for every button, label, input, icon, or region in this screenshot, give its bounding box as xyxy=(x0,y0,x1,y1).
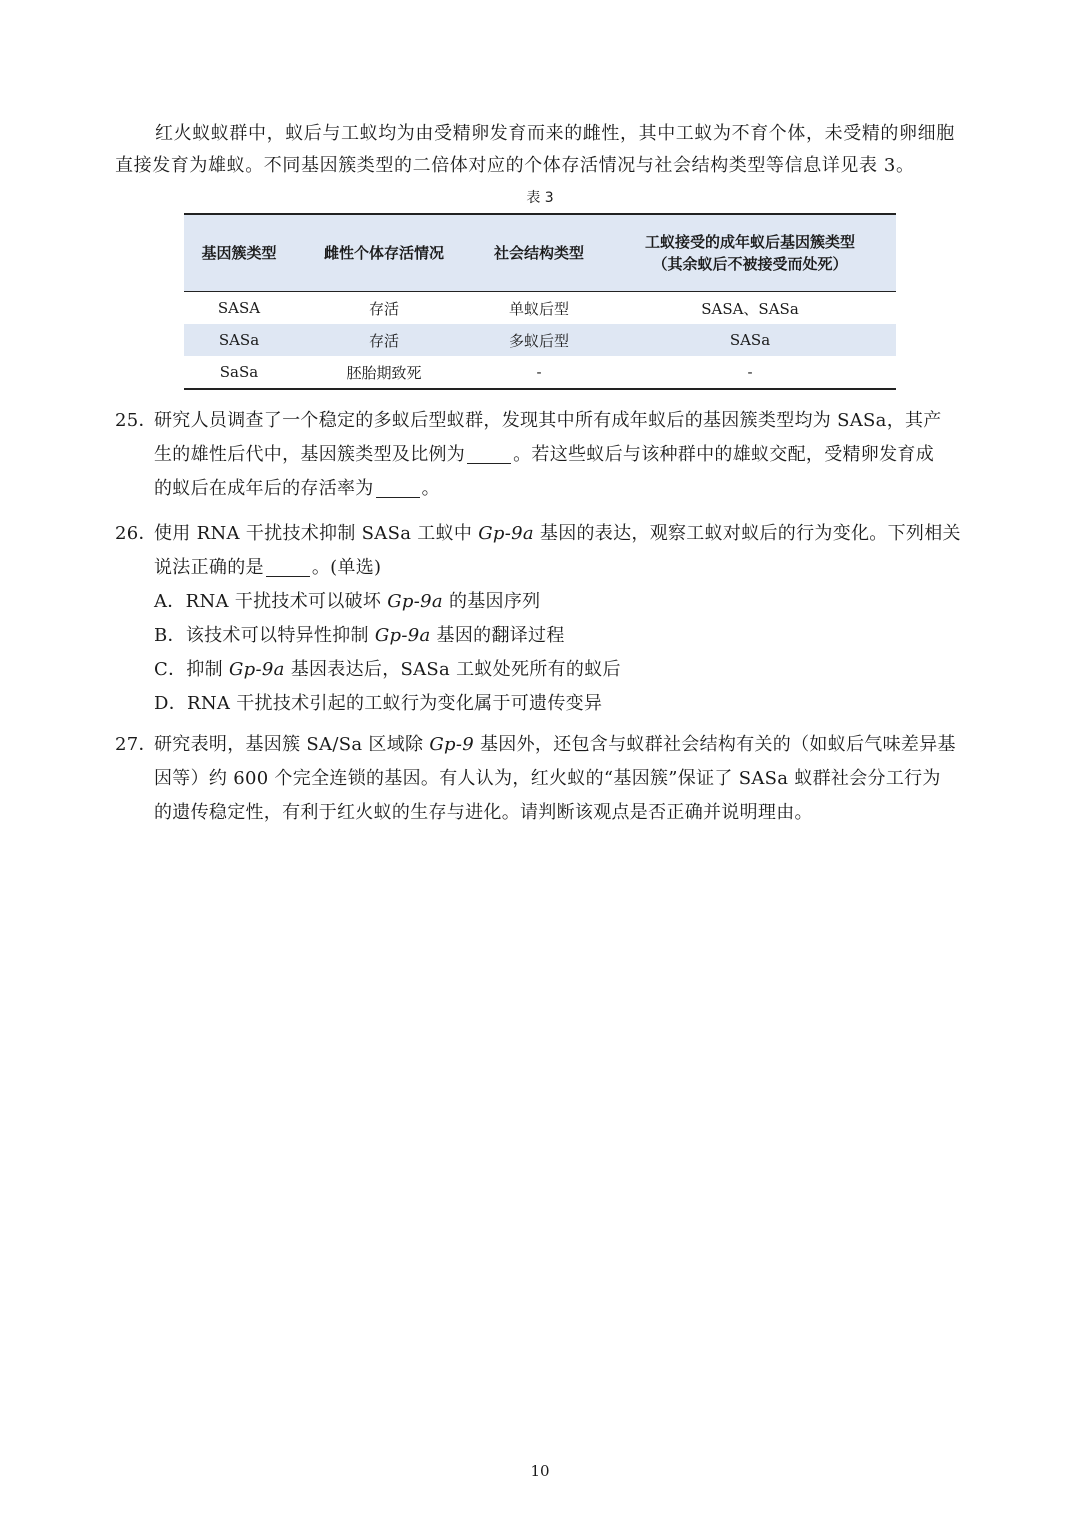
gene-name: Gp-9a xyxy=(374,625,431,646)
question-number: 27． xyxy=(115,734,157,755)
table-row xyxy=(184,356,896,389)
q25-line-2 xyxy=(115,438,973,472)
table-cell: SASA、SASa xyxy=(701,299,799,318)
option-a[interactable] xyxy=(115,585,973,619)
table-cell: SASA xyxy=(217,299,261,317)
option-c-text: C．抑制 xyxy=(154,659,229,680)
table-cell: SASa xyxy=(184,324,294,356)
q27-line-1 xyxy=(115,728,973,762)
table-row xyxy=(184,292,896,325)
table-cell: - xyxy=(747,363,753,381)
header-accepted-queen-type-line1: 工蚁接受的成年蚁后基因簇类型 xyxy=(644,233,855,251)
intro-paragraph xyxy=(115,118,967,182)
header-female-survival: 雌性个体存活情况 xyxy=(294,214,474,292)
gene-name: Gp-9 xyxy=(429,734,474,755)
q25-text-2a: 生的雄性后代中，基因簇类型及比例为 xyxy=(154,444,466,465)
header-gene-cluster-type: 基因簇类型 xyxy=(184,214,294,292)
option-b-text: B．该技术可以特异性抑制 xyxy=(154,625,375,646)
question-25 xyxy=(115,404,973,506)
q26-text-2b: 。(单选) xyxy=(311,557,382,578)
header-accepted-queen-type xyxy=(604,214,896,292)
q25-text-2b: 。若这些蚁后与该种群中的雄蚁交配，受精卵发育成 xyxy=(513,444,935,465)
header-social-structure: 社会结构类型 xyxy=(474,214,604,292)
table-cell: SaSa xyxy=(219,363,259,381)
answer-blank[interactable] xyxy=(376,475,420,498)
table-cell: 单蚁后型 xyxy=(508,299,569,318)
q26-line-2 xyxy=(115,551,973,585)
header-accepted-queen-type-line2: （其余蚁后不被接受而处死） xyxy=(652,255,848,273)
q26-text-2a: 说法正确的是 xyxy=(154,557,264,578)
option-d-text: D．RNA 干扰技术引起的工蚁行为变化属于可遗传变异 xyxy=(154,693,603,714)
table-caption: 表 3 xyxy=(526,190,554,206)
table-cell: 存活 xyxy=(294,324,474,356)
gene-name: Gp-9a xyxy=(387,591,443,612)
q26-text-1a: 使用 RNA 干扰技术抑制 SASa 工蚁中 xyxy=(154,523,479,544)
q27-text-1a: 研究表明，基因簇 SA/Sa 区域除 xyxy=(154,734,430,755)
option-c-text-end: 基因表达后，SASa 工蚁处死所有的蚁后 xyxy=(284,659,621,680)
option-b-text-end: 基因的翻译过程 xyxy=(430,625,565,646)
option-b[interactable] xyxy=(115,619,973,653)
table-header-row xyxy=(184,214,896,292)
intro-line-2: 胞直接发育为雄蚁。不同基因簇类型的二倍体对应的个体存活情况与社会结构类型等信息详见表 3。 xyxy=(115,123,955,176)
page-number: 10 xyxy=(530,1462,550,1480)
gene-name: Gp-9a xyxy=(229,659,285,680)
question-27 xyxy=(115,728,973,830)
table-cell: SASa xyxy=(604,324,896,356)
option-d[interactable] xyxy=(115,687,973,721)
question-number: 25． xyxy=(115,410,157,431)
q25-text-3a: 的蚁后在成年后的存活率为 xyxy=(154,478,374,499)
q25-line-3 xyxy=(115,472,973,506)
option-a-text: A．RNA 干扰技术可以破坏 xyxy=(154,591,388,612)
question-26 xyxy=(115,517,973,721)
q26-text-1b: 基因的表达，观察工蚁对蚁后的行为变化。下列相关 xyxy=(533,523,961,544)
q27-line-3: 的遗传稳定性，有利于红火蚁的生存与进化。请判断该观点是否正确并说明理由。 xyxy=(154,802,813,823)
intro-line-1: 红火蚁蚁群中，蚁后与工蚁均为由受精卵发育而来的雌性，其中工蚁为不育个体，未受精的卵细 xyxy=(155,123,937,144)
q27-line-2: 因等）约 600 个完全连锁的基因。有人认为，红火蚁的“基因簇”保证了 SASa 蚁群社会分工行为 xyxy=(154,768,941,789)
q27-text-1b: 基因外，还包含与蚁群社会结构有关的（如蚁后气味差异基 xyxy=(473,734,956,755)
answer-blank[interactable] xyxy=(266,554,310,577)
q25-line-1 xyxy=(115,404,973,438)
gene-cluster-table xyxy=(184,213,896,390)
table-cell: 胚胎期致死 xyxy=(346,363,422,382)
table-cell: 存活 xyxy=(368,299,399,318)
question-number: 26． xyxy=(115,523,157,544)
option-c[interactable] xyxy=(115,653,973,687)
q25-text-1: 研究人员调查了一个稳定的多蚁后型蚁群，发现其中所有成年蚁后的基因簇类型均为 SASa，其产 xyxy=(154,410,942,431)
option-a-text-end: 的基因序列 xyxy=(442,591,541,612)
answer-blank[interactable] xyxy=(467,441,511,464)
q26-line-1 xyxy=(115,517,973,551)
gene-name: Gp-9a xyxy=(478,523,534,544)
table-row xyxy=(184,324,896,356)
table-cell: 多蚁后型 xyxy=(474,324,604,356)
table-cell: - xyxy=(536,363,542,381)
q25-text-3b: 。 xyxy=(421,478,440,499)
